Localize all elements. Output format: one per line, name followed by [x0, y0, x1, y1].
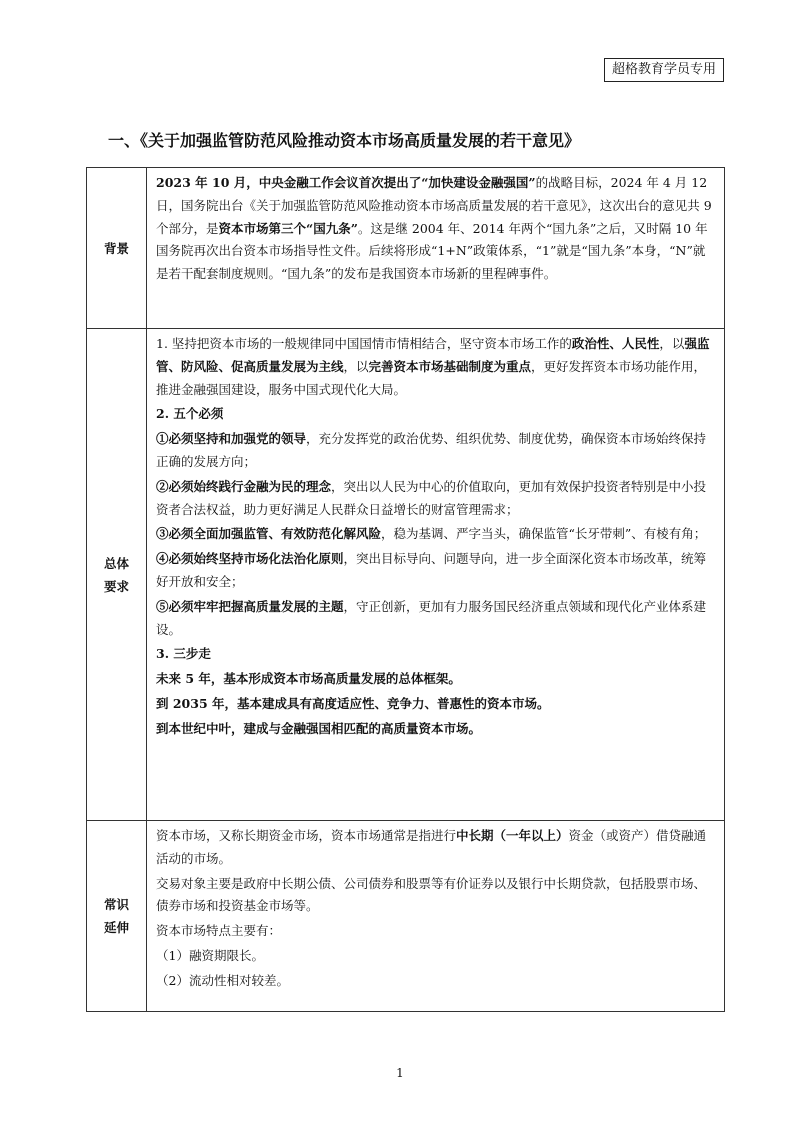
background-row	[87, 168, 725, 329]
overall-label	[87, 329, 147, 821]
step-item-2	[156, 693, 714, 716]
background-text-2: 。这是继 2004 年、2014 年两个“国九条”之后，又时隔 10 年国务院再次出台资本市场指导性文件。后续将形成“1+N”政策体系，“1”就是“国九条”本身，“N”就是若干配套制度规则。“国九条”的发布是我国资本市场新的里程碑事件。	[156, 220, 708, 282]
background-bold-2: 资本市场第三个“国九条”	[218, 220, 358, 236]
background-bold-1: 2023 年 10 月，中央金融工作会议首次提出了“加快建设金融强国”	[156, 175, 536, 190]
background-label	[87, 168, 147, 329]
principle-bold-1: 政治性、人民性	[571, 336, 660, 351]
step-item-2-text: 到 2035 年，基本建成具有高度适应性、竞争力、普惠性的资本市场。	[156, 695, 550, 711]
must-item-3	[156, 523, 714, 546]
three-steps-title	[156, 643, 714, 666]
must-item-3-bold: ③必须全面加强监管、有效防范化解风险	[156, 526, 382, 542]
overall-label-line-2: 要求	[103, 578, 129, 594]
must-item-2-bold: ②必须始终践行金融为民的理念	[156, 478, 332, 494]
principle-bold-3: 完善资本市场基础制度为重点	[368, 358, 532, 374]
document-title: 一、《关于加强监管防范风险推动资本市场高质量发展的若干意见》	[108, 131, 581, 150]
common-label-line-1: 常识	[103, 897, 129, 912]
overall-label-line-1: 总体	[103, 555, 129, 571]
principle-bold-2: 强监管、防风险、促高质量发展为主线	[156, 336, 710, 374]
common-text-1: 资本市场，又称长期资金市场，资本市场通常是指进行	[156, 828, 457, 843]
must-item-5-bold: ⑤必须牢牢把握高质量发展的主题	[156, 598, 344, 614]
common-paragraph-1	[156, 825, 714, 871]
common-label-line-2: 延伸	[103, 920, 129, 935]
principle-text-4: ，更好发挥资本市场功能作用，推进金融强国建设，服务中国式现代化大局。	[156, 358, 707, 397]
step-item-1	[156, 668, 714, 691]
three-steps-title-text: 3. 三步走	[156, 646, 211, 662]
common-item-1: （1）融资期限长。	[156, 947, 264, 963]
common-paragraph-2: 交易对象主要是政府中长期公债、公司债券和股票等有价证券以及银行中长期贷款，包括股票市场、债券市场和投资基金市场等。	[156, 875, 707, 914]
must-item-4-bold: ④必须始终坚持市场化法治化原则	[156, 551, 344, 567]
must-item-2	[156, 476, 714, 522]
must-item-5	[156, 596, 714, 642]
must-item-2-text: ，突出以人民为中心的价值取向，更加有效保护投资者特别是中小投资者合法权益，助力更好满足人民群众日益增长的财富管理需求；	[156, 478, 707, 517]
must-item-4	[156, 548, 714, 594]
overall-requirements-row	[87, 329, 725, 821]
step-item-3	[156, 718, 714, 741]
background-paragraph	[156, 172, 714, 286]
must-item-4-text: ，突出目标导向、问题导向，进一步全面深化资本市场改革，统筹好开放和安全；	[156, 551, 707, 589]
background-text-1: 的战略目标，2024 年 4 月 12 日，国务院出台《关于加强监管防范风险推动资本市场高质量发展的若干意见》，这次出台的意见共 9 个部分，是	[156, 175, 712, 236]
five-musts-title	[156, 403, 714, 426]
common-knowledge-row	[87, 821, 725, 1012]
common-knowledge-label	[87, 821, 147, 1012]
principle-text-2: ，以	[659, 336, 685, 351]
five-musts-title-text: 2. 五个必须	[156, 406, 224, 422]
common-text-2: 资金（或资产）借贷融通活动的市场。	[156, 828, 707, 866]
exclusive-stamp: 超格教育学员专用	[604, 58, 724, 82]
step-item-1-text: 未来 5 年，基本形成资本市场高质量发展的总体框架。	[156, 671, 461, 687]
content-table	[86, 167, 725, 1012]
principle-paragraph	[156, 333, 714, 401]
background-label-text: 背景	[103, 240, 129, 256]
must-item-3-text: ，稳为基调、严字当头，确保监管“长牙带刺”、有棱有角；	[381, 526, 707, 542]
must-item-1-bold: ①必须坚持和加强党的领导	[156, 431, 307, 447]
must-item-1	[156, 428, 714, 474]
principle-text-1: 1. 坚持把资本市场的一般规律同中国国情市情相结合，坚守资本市场工作的	[156, 336, 572, 351]
must-item-5-text: ，守正创新，更加有力服务国民经济重点领域和现代化产业体系建设。	[156, 598, 707, 637]
background-content	[147, 168, 725, 329]
principle-text-3: ，以	[343, 358, 369, 374]
overall-content	[147, 329, 725, 821]
common-paragraph-3: 资本市场特点主要有：	[156, 923, 282, 939]
must-item-1-text: ，充分发挥党的政治优势、组织优势、制度优势，确保资本市场始终保持正确的发展方向；	[156, 431, 707, 469]
page-number: 1	[396, 1066, 404, 1080]
step-item-3-text: 到本世纪中叶，建成与金融强国相匹配的高质量资本市场。	[156, 720, 482, 736]
common-bold-1: 中长期（一年以上）	[456, 828, 569, 843]
common-item-2: （2）流动性相对较差。	[156, 972, 289, 988]
common-knowledge-content	[147, 821, 725, 1012]
